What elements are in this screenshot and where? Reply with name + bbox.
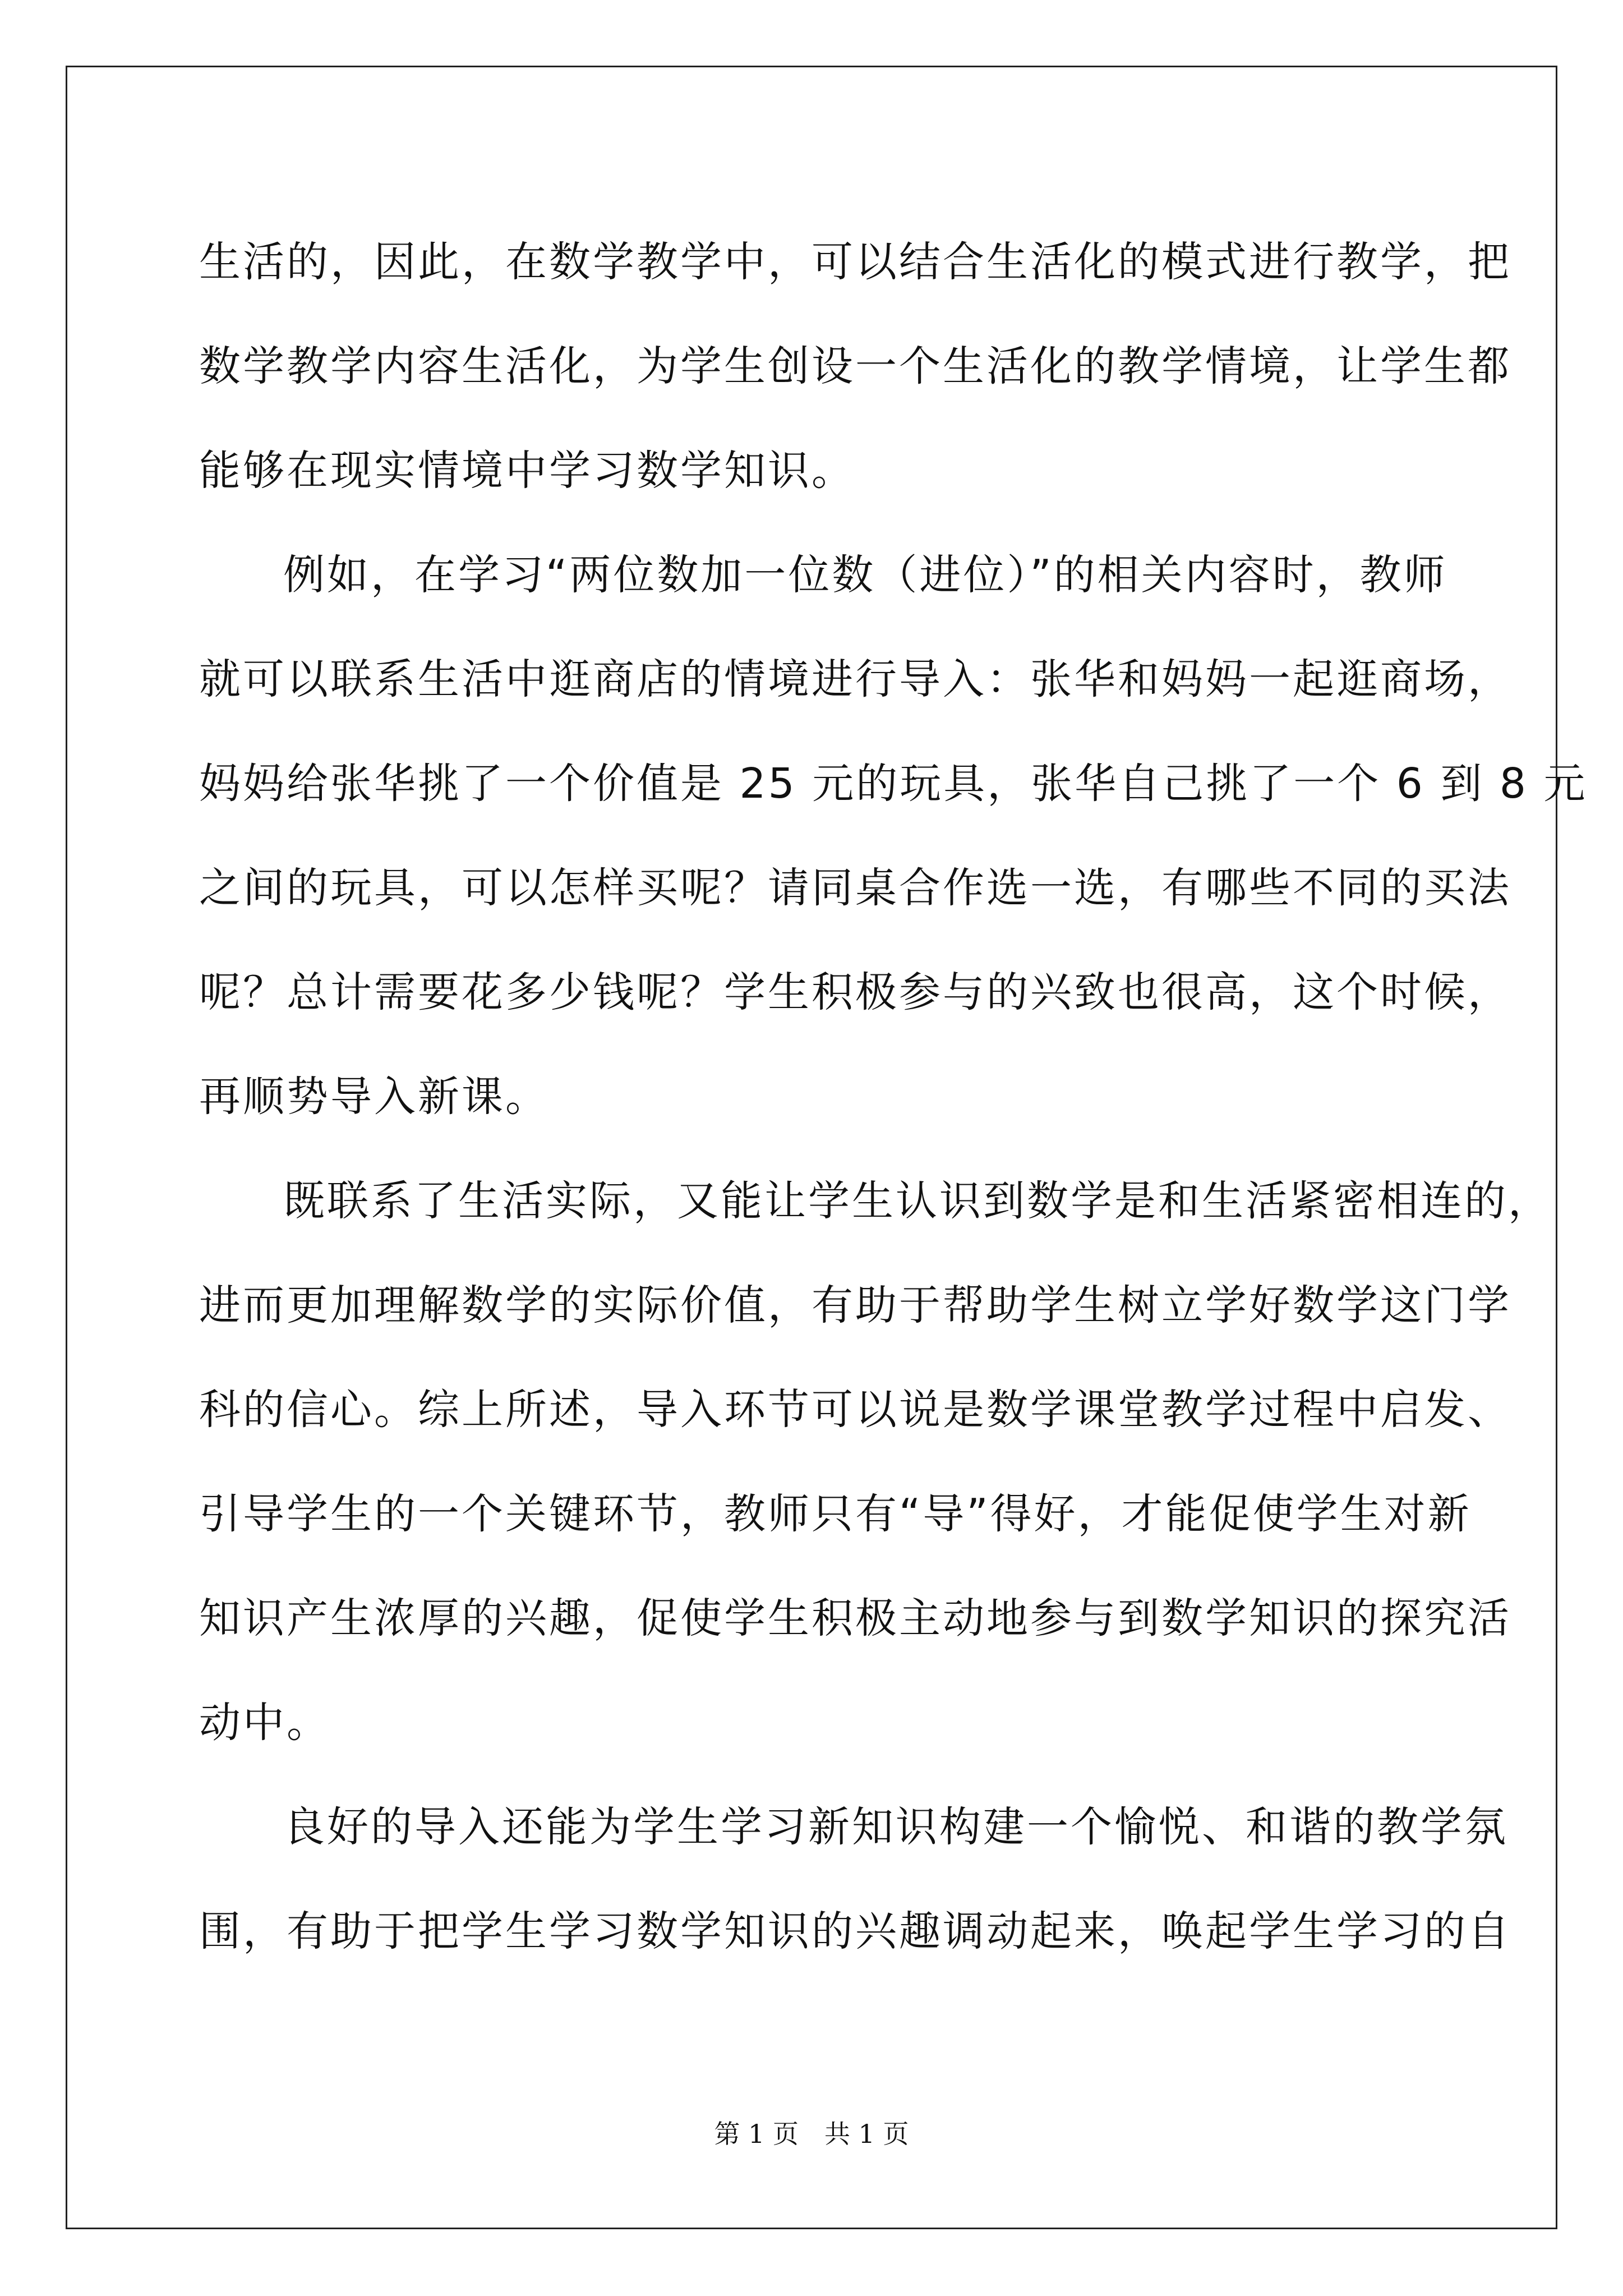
text-line: 引导学生的一个关键环节，教师只有“导”得好，才能促使学生对新 [199,1490,1472,1538]
page-footer [0,2114,1623,2151]
document-body [199,210,1588,1984]
paragraph-first-line: 良好的导入还能为学生学习新知识构建一个愉悦、和谐的教学氛 [283,1803,1508,1851]
text-line: 呢？总计需要花多少钱呢？学生积极参与的兴致也很高，这个时候， [199,968,1511,1016]
text-line: 之间的玩具，可以怎样买呢？请同桌合作选一选，有哪些不同的买法 [199,864,1511,912]
paragraph-first-line: 既联系了生活实际，又能让学生认识到数学是和生活紧密相连的， [283,1177,1552,1225]
text-line: 就可以联系生活中逛商店的情境进行导入：张华和妈妈一起逛商场， [199,655,1511,703]
text-line: 科的信心。综上所述，导入环节可以说是数学课堂教学过程中启发、 [199,1386,1511,1434]
text-line: 再顺势导入新课。 [199,1073,549,1121]
page-total: 共 1 页 [824,2119,909,2149]
text-line: 生活的，因此，在数学教学中，可以结合生活化的模式进行教学，把 [199,238,1511,286]
text-line: 数学教学内容生活化，为学生创设一个生活化的教学情境，让学生都 [199,342,1511,390]
text-line: 进而更加理解数学的实际价值，有助于帮助学生树立学好数学这门学 [199,1281,1511,1329]
text-line: 能够在现实情境中学习数学知识。 [199,447,855,495]
text-line: 知识产生浓厚的兴趣，促使学生积极主动地参与到数学知识的探究活 [199,1594,1511,1642]
text-line: 围，有助于把学生学习数学知识的兴趣调动起来，唤起学生学习的自 [199,1907,1511,1955]
text-line: 动中。 [199,1699,330,1747]
text-line: 妈妈给张华挑了一个价值是 25 元的玩具，张华自己挑了一个 6 到 8 元 [199,760,1588,808]
paragraph-first-line: 例如，在学习“两位数加一位数（进位）”的相关内容时，教师 [283,551,1447,599]
page-number: 第 1 页 [714,2119,799,2149]
